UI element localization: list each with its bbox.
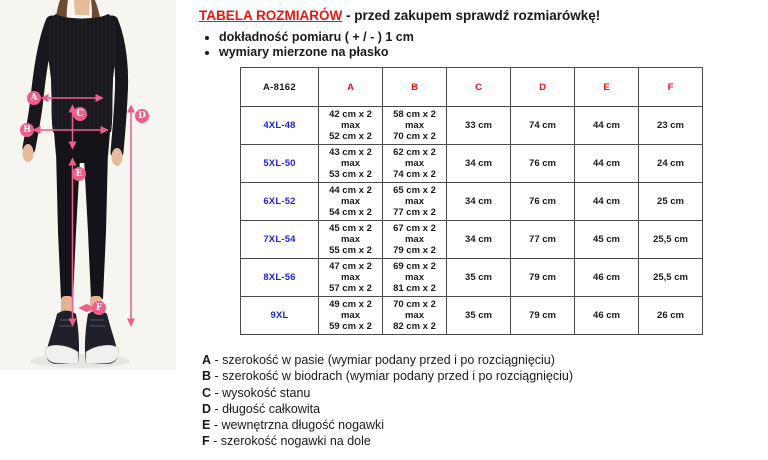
- measure-marker-c: C: [73, 107, 87, 121]
- cell-d: 79 cm: [511, 297, 575, 335]
- cell-d: 76 cm: [511, 145, 575, 183]
- size-table: [240, 67, 703, 335]
- cell-e: 46 cm: [575, 297, 639, 335]
- column-header-d: D: [511, 68, 575, 107]
- cell-e: 46 cm: [575, 259, 639, 297]
- cell-a: 42 cm x 2 max 52 cm x 2: [319, 107, 383, 145]
- table-row: [241, 297, 703, 335]
- column-header-b: B: [383, 68, 447, 107]
- page-title-highlight: TABELA ROZMIARÓW: [199, 8, 343, 23]
- cell-b: 70 cm x 2 max 82 cm x 2: [383, 297, 447, 335]
- cell-f: 25,5 cm: [639, 259, 703, 297]
- legend-item-b: B - szerokość w biodrach (wymiar podany przed i po rozciągnięciu): [202, 369, 573, 384]
- cell-a: 44 cm x 2 max 54 cm x 2: [319, 183, 383, 221]
- cell-f: 25,5 cm: [639, 221, 703, 259]
- measure-marker-a: A: [27, 91, 41, 105]
- table-row: [241, 259, 703, 297]
- cell-b: 62 cm x 2 max 74 cm x 2: [383, 145, 447, 183]
- legend-item-e: E - wewnętrzna długość nogawki: [202, 418, 385, 433]
- size-label: 9XL: [241, 297, 319, 335]
- cell-b: 67 cm x 2 max 79 cm x 2: [383, 221, 447, 259]
- measurement-notes: [206, 30, 414, 59]
- legend-item-c: C - wysokość stanu: [202, 385, 311, 400]
- cell-f: 23 cm: [639, 107, 703, 145]
- cell-d: 76 cm: [511, 183, 575, 221]
- size-label: 5XL-50: [241, 145, 319, 183]
- cell-e: 45 cm: [575, 221, 639, 259]
- cell-f: 24 cm: [639, 145, 703, 183]
- size-label: 7XL-54: [241, 221, 319, 259]
- legend-item-d: D - długość całkowita: [202, 401, 321, 416]
- cell-d: 77 cm: [511, 221, 575, 259]
- measure-marker-d: D: [135, 109, 149, 123]
- measure-marker-b: B: [20, 123, 34, 137]
- column-header-c: C: [447, 68, 511, 107]
- cell-f: 25 cm: [639, 183, 703, 221]
- table-row: [241, 221, 703, 259]
- cell-a: 47 cm x 2 max 57 cm x 2: [319, 259, 383, 297]
- model-photo: [0, 0, 176, 370]
- cell-e: 44 cm: [575, 107, 639, 145]
- measure-marker-e: E: [72, 167, 86, 181]
- column-header-e: E: [575, 68, 639, 107]
- table-row: [241, 107, 703, 145]
- column-header-f: F: [639, 68, 703, 107]
- cell-e: 44 cm: [575, 145, 639, 183]
- cell-c: 34 cm: [447, 221, 511, 259]
- cell-a: 43 cm x 2 max 53 cm x 2: [319, 145, 383, 183]
- cell-c: 34 cm: [447, 145, 511, 183]
- cell-a: 45 cm x 2 max 55 cm x 2: [319, 221, 383, 259]
- table-row: [241, 183, 703, 221]
- model-figure-graphic: [0, 0, 176, 370]
- cell-c: 35 cm: [447, 259, 511, 297]
- note-flat-measure: • wymiary mierzone na płasko: [219, 45, 414, 60]
- cell-b: 69 cm x 2 max 81 cm x 2: [383, 259, 447, 297]
- cell-c: 33 cm: [447, 107, 511, 145]
- model-code: A-8162: [241, 68, 319, 107]
- cell-e: 44 cm: [575, 183, 639, 221]
- size-label: 4XL-48: [241, 107, 319, 145]
- legend-item-f: F - szerokość nogawki na dole: [202, 434, 371, 449]
- cell-a: 49 cm x 2 max 59 cm x 2: [319, 297, 383, 335]
- measurement-legend: [202, 352, 573, 450]
- column-header-a: A: [319, 68, 383, 107]
- cell-f: 26 cm: [639, 297, 703, 335]
- legend-item-a: A - szerokość w pasie (wymiar podany przed i po rozciągnięciu): [202, 353, 555, 367]
- cell-c: 34 cm: [447, 183, 511, 221]
- size-label: 6XL-52: [241, 183, 319, 221]
- cell-c: 35 cm: [447, 297, 511, 335]
- page-title-rest: - przed zakupem sprawdź rozmiarówkę!: [342, 8, 601, 23]
- table-row: [241, 145, 703, 183]
- size-table-header-row: [241, 68, 703, 107]
- note-accuracy: • dokładność pomiaru ( + / - ) 1 cm: [219, 30, 414, 45]
- cell-b: 65 cm x 2 max 77 cm x 2: [383, 183, 447, 221]
- cell-b: 58 cm x 2 max 70 cm x 2: [383, 107, 447, 145]
- cell-d: 79 cm: [511, 259, 575, 297]
- page-title: [199, 8, 600, 23]
- cell-d: 74 cm: [511, 107, 575, 145]
- measure-marker-f: F: [92, 301, 106, 315]
- size-label: 8XL-56: [241, 259, 319, 297]
